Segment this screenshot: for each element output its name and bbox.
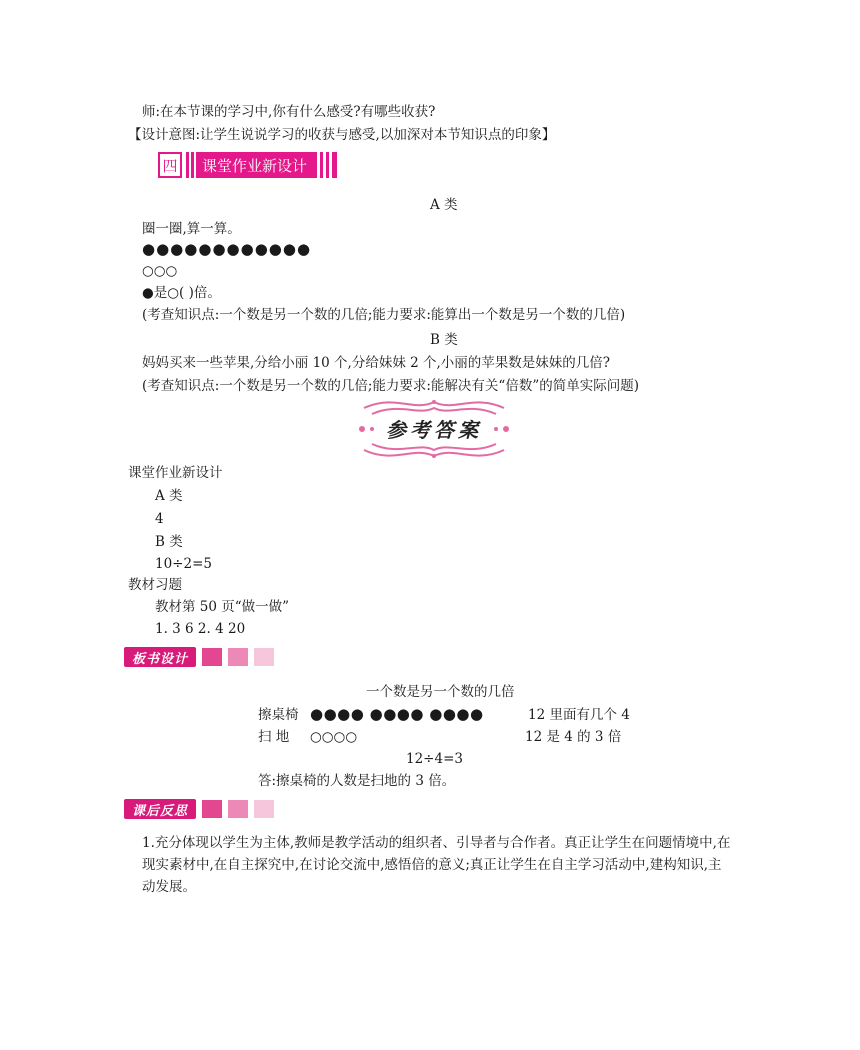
board-row1-label: 擦桌椅 <box>258 707 299 723</box>
board-title: 一个数是另一个数的几倍 <box>366 684 515 700</box>
textbook-title: 教材习题 <box>128 577 182 593</box>
board-label-banner <box>124 647 274 667</box>
board-row2-label: 扫 地 <box>258 729 290 745</box>
filled-dots: ●●●●●●●●●●●● <box>142 240 312 258</box>
reflection-text: 1.充分体现以学生为主体,教师是教学活动的组织者、引导者与合作者。真正让学生在问题情境中,在现实素材中,在自主探究中,在讨论交流中,感悟倍的意义;真正让学生在自主学习活动中,建构知识,主动发展。 <box>142 835 731 895</box>
board-row2-dots: ○○○○ <box>310 729 358 745</box>
answers-b-label: B 类 <box>155 534 183 550</box>
answers-banner <box>354 394 514 464</box>
answers-title: 课堂作业新设计 <box>128 465 223 481</box>
class-b-heading: B 类 <box>430 332 458 348</box>
board-equation: 12÷4=3 <box>406 751 463 767</box>
class-a-instruction: 圈一圈,算一算。 <box>142 221 241 237</box>
answers-a-label: A 类 <box>155 488 183 504</box>
textbook-answers: 1. 3 6 2. 4 20 <box>155 621 246 637</box>
class-b-question: 妈妈买来一些苹果,分给小丽 10 个,分给妹妹 2 个,小丽的苹果数是妹妹的几倍? <box>142 355 611 371</box>
board-row1-note: 12 里面有几个 4 <box>528 707 630 723</box>
teacher-line: 师:在本节课的学习中,你有什么感受?有哪些收获? <box>142 104 436 120</box>
class-a-note: (考查知识点:一个数是另一个数的几倍;能力要求:能算出一个数是另一个数的几倍) <box>142 307 626 323</box>
board-answer: 答:擦桌椅的人数是扫地的 3 倍。 <box>258 773 456 789</box>
class-b-note: (考查知识点:一个数是另一个数的几倍;能力要求:能解决有关“倍数”的简单实际问题) <box>142 378 639 394</box>
class-a-question: ●是○( )倍。 <box>142 285 221 301</box>
design-note: 【设计意图:让学生说说学习的收获与感受,以加深对本节知识点的印象】 <box>128 127 556 143</box>
board-label: 板书设计 <box>124 647 196 667</box>
empty-dots: ○○○ <box>142 263 178 279</box>
board-row2-note: 12 是 4 的 3 倍 <box>525 729 622 745</box>
board-row1-dots: ●●●● ●●●● ●●●● <box>310 705 484 723</box>
answers-b-value: 10÷2=5 <box>155 556 212 572</box>
answers-a-value: 4 <box>155 511 164 527</box>
textbook-ref: 教材第 50 页“做一做” <box>155 599 290 615</box>
section-banner <box>158 152 337 178</box>
section-number: 四 <box>158 152 182 178</box>
answers-banner-text: 参考答案 <box>386 418 482 442</box>
class-a-heading: A 类 <box>430 197 458 213</box>
reflection-label: 课后反思 <box>124 799 196 819</box>
reflection-label-banner <box>124 799 274 819</box>
section-title: 课堂作业新设计 <box>196 152 317 178</box>
